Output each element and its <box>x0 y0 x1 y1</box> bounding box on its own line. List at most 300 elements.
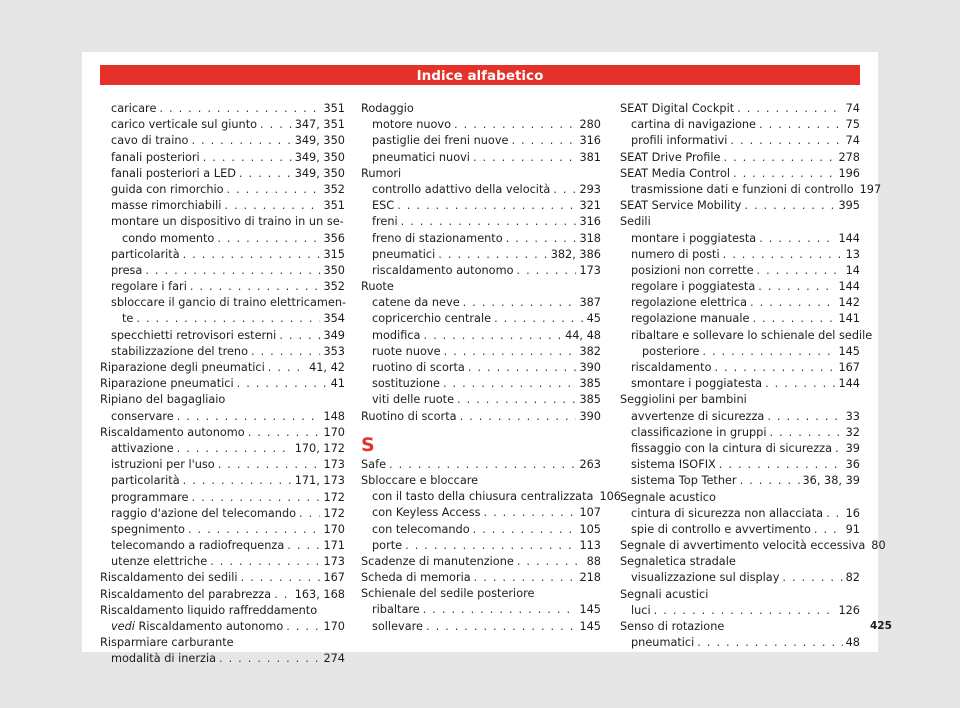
index-entry <box>620 619 860 635</box>
entry-text: fanali posteriori a LED <box>111 166 236 180</box>
entry-text: conservare <box>111 409 174 423</box>
entry-page-ref: 197 <box>859 182 882 196</box>
index-entry <box>361 586 601 602</box>
entry-text: Segnaletica stradale <box>620 555 736 569</box>
index-subentry <box>361 231 601 247</box>
entry-page-ref: 16 <box>845 506 860 520</box>
leader-dots <box>279 328 320 344</box>
entry-page-ref: 350 <box>323 263 345 277</box>
index-subentry <box>100 441 345 457</box>
entry-text: Ripiano del bagagliaio <box>100 393 226 407</box>
entry-text: riscaldamento autonomo <box>372 263 514 277</box>
entry-text: sostituzione <box>372 377 440 391</box>
entry-page-ref: 316 <box>579 134 601 148</box>
leader-dots <box>177 441 292 457</box>
entry-page-ref: 171 <box>323 539 345 553</box>
entry-text: trasmissione dati e funzioni di controllo <box>631 182 854 196</box>
entry-text: smontare i poggiatesta <box>631 377 763 391</box>
entry-page-ref: 106 <box>599 490 621 504</box>
index-subentry <box>361 602 601 618</box>
index-subentry <box>100 328 345 344</box>
entry-text: te <box>122 312 134 326</box>
index-subentry <box>100 263 345 279</box>
entry-page-ref: 144 <box>838 231 860 245</box>
entry-page-ref: 88 <box>586 554 601 568</box>
leader-dots <box>474 570 577 586</box>
entry-page-ref: 382, 386 <box>550 247 601 261</box>
index-subentry <box>361 328 601 344</box>
entry-text: profili informativi <box>631 134 728 148</box>
leader-dots <box>460 409 577 425</box>
index-subentry <box>100 198 345 214</box>
entry-text: ESC <box>372 199 395 213</box>
entry-page-ref: 318 <box>579 231 601 245</box>
index-subentry <box>620 263 860 279</box>
leader-dots <box>517 554 584 570</box>
entry-text: viti delle ruote <box>372 393 455 407</box>
leader-dots <box>767 409 842 425</box>
entry-page-ref: 145 <box>579 603 601 617</box>
entry-page-ref: 349, 350 <box>294 166 345 180</box>
entry-text: Ruotino di scorta <box>361 409 457 423</box>
leader-dots <box>733 166 835 182</box>
entry-page-ref: 173 <box>579 263 601 277</box>
index-subentry <box>100 182 345 198</box>
entry-page-ref: 167 <box>838 361 860 374</box>
leader-dots <box>494 311 584 327</box>
index-entry <box>361 570 601 586</box>
index-subentry <box>361 392 601 408</box>
index-subentry <box>100 538 345 554</box>
entry-page-ref: 171, 173 <box>294 474 345 488</box>
index-subentry <box>100 457 345 473</box>
index-subentry <box>620 603 860 619</box>
entry-text: con il tasto della chiusura centralizzata <box>372 490 594 504</box>
leader-dots <box>192 490 321 506</box>
entry-page-ref: 45 <box>586 312 601 326</box>
entry-text: copricerchio centrale <box>372 312 492 326</box>
entry-page-ref: 170 <box>323 620 345 633</box>
entry-page-ref: 278 <box>838 150 860 164</box>
index-entry <box>361 101 601 117</box>
section-letter-s: S <box>361 433 375 456</box>
index-entry <box>620 554 860 570</box>
index-subentry <box>100 295 345 311</box>
entry-text: Schienale del sedile posteriore <box>361 587 535 601</box>
entry-text: cintura di sicurezza non allacciata <box>631 506 824 520</box>
index-entry <box>361 166 601 182</box>
leader-dots <box>237 376 328 392</box>
entry-page-ref: 36 <box>845 458 860 472</box>
index-subentry <box>100 101 345 117</box>
index-subentry <box>361 214 601 230</box>
leader-dots <box>702 344 835 360</box>
index-entry <box>361 409 601 425</box>
entry-text: raggio d'azione del telecomando <box>111 506 297 520</box>
leader-dots <box>697 635 842 651</box>
entry-text: Ruote <box>361 280 394 294</box>
entry-page-ref: 390 <box>579 409 601 423</box>
entry-text: utenze elettriche <box>111 555 208 569</box>
entry-page-ref: 347, 351 <box>294 118 345 132</box>
entry-text: con Keyless Access <box>372 506 481 520</box>
entry-text: SEAT Media Control <box>620 166 731 180</box>
leader-dots <box>227 182 321 198</box>
entry-text: sbloccare il gancio di traino elettricamen- <box>111 296 347 310</box>
index-subentry <box>620 441 860 457</box>
leader-dots <box>268 360 306 376</box>
entry-text: luci <box>631 603 651 617</box>
entry-text: pastiglie dei freni nuove <box>372 134 509 148</box>
index-subentry <box>620 279 860 295</box>
entry-text: con telecomando <box>372 522 470 536</box>
leader-dots <box>715 360 836 376</box>
index-subentry <box>620 506 860 522</box>
entry-page-ref: 167 <box>323 571 345 585</box>
leader-dots <box>389 457 576 473</box>
leader-dots <box>444 344 577 360</box>
leader-dots <box>159 101 320 117</box>
index-subentry <box>100 133 345 149</box>
index-entry <box>620 101 860 117</box>
leader-dots <box>183 247 321 263</box>
entry-text: porte <box>372 538 403 552</box>
leader-dots <box>438 247 547 263</box>
entry-text: freno di stazionamento <box>372 231 503 245</box>
entry-page-ref: 354 <box>323 312 345 326</box>
entry-text: catene da neve <box>372 296 460 310</box>
entry-text: posizioni non corrette <box>631 263 754 277</box>
entry-text: pneumatici <box>631 636 695 650</box>
entry-page-ref: 44, 48 <box>565 328 601 342</box>
entry-text: SEAT Drive Profile <box>620 150 721 164</box>
entry-text: montare un dispositivo di traino in un se- <box>111 215 344 229</box>
entry-text: particolarità <box>111 474 180 488</box>
entry-page-ref: 144 <box>838 377 860 391</box>
index-entry <box>100 376 345 392</box>
index-subentry <box>620 570 860 586</box>
leader-dots <box>287 538 320 554</box>
entry-text: freni <box>372 215 398 229</box>
page-number: 425 <box>870 620 892 632</box>
entry-text: Safe <box>361 457 387 471</box>
entry-page-ref: 172 <box>323 506 345 520</box>
index-subentry <box>100 490 345 506</box>
index-subentry <box>620 328 873 344</box>
entry-text: caricare <box>111 102 157 115</box>
entry-page-ref: 352 <box>323 182 345 196</box>
entry-text: Sbloccare e bloccare <box>361 473 479 487</box>
entry-text: Riscaldamento dei sedili <box>100 571 238 585</box>
index-subentry <box>361 311 601 327</box>
entry-text: pneumatici <box>372 247 436 261</box>
entry-text: riscaldamento <box>631 361 712 374</box>
entry-page-ref: 142 <box>838 296 860 310</box>
index-subentry <box>361 263 601 279</box>
entry-page-ref: 173 <box>323 458 345 472</box>
leader-dots <box>759 117 843 133</box>
leader-dots <box>483 505 576 521</box>
entry-page-ref: 196 <box>838 166 860 180</box>
entry-page-ref: 387 <box>579 296 601 310</box>
leader-dots <box>219 651 320 667</box>
entry-text: spie di controllo e avvertimento <box>631 522 811 536</box>
index-entry <box>361 554 601 570</box>
entry-text: visualizzazione sul display <box>631 571 780 585</box>
entry-text: Senso di rotazione <box>620 620 725 633</box>
leader-dots <box>765 376 835 392</box>
index-subentry <box>361 247 601 263</box>
leader-dots <box>190 279 321 295</box>
entry-text: SEAT Digital Cockpit <box>620 102 735 115</box>
index-subentry <box>620 117 860 133</box>
entry-page-ref: 39 <box>845 441 860 455</box>
entry-page-ref: 33 <box>845 409 860 423</box>
index-subentry <box>361 619 601 635</box>
leader-dots <box>183 473 292 489</box>
index-entry <box>620 587 860 603</box>
index-entry <box>620 392 860 408</box>
index-entry <box>100 360 345 376</box>
entry-text: Scheda di memoria <box>361 571 471 585</box>
entry-page-ref: 390 <box>579 361 601 374</box>
entry-text: programmare <box>111 490 189 504</box>
entry-page-ref: 74 <box>845 102 860 115</box>
entry-text: condo momento <box>122 231 215 245</box>
entry-text: specchietti retrovisori esterni <box>111 328 277 342</box>
entry-text: modifica <box>372 328 421 342</box>
entry-page-ref: 274 <box>323 652 345 666</box>
leader-dots <box>719 457 843 473</box>
leader-dots <box>145 263 320 279</box>
entry-page-ref: 293 <box>579 182 601 196</box>
entry-text: Scadenze di manutenzione <box>361 554 514 568</box>
entry-page-ref: 280 <box>579 118 601 132</box>
entry-text: Riparazione pneumatici <box>100 377 234 391</box>
leader-dots <box>511 133 576 149</box>
index-subentry <box>100 166 345 182</box>
entry-page-ref: 349, 350 <box>294 150 345 164</box>
entry-text: regolare i fari <box>111 280 187 294</box>
entry-page-ref: 353 <box>323 344 345 358</box>
entry-page-ref: 382 <box>579 344 601 358</box>
leader-dots <box>468 360 577 376</box>
entry-text: guida con rimorchio <box>111 182 224 196</box>
index-subentry <box>100 311 345 327</box>
entry-text: Rodaggio <box>361 102 414 115</box>
page-title: Indice alfabetico <box>416 68 544 84</box>
entry-text: Segnali acustici <box>620 587 709 601</box>
index-subentry <box>620 522 860 538</box>
leader-dots <box>401 214 577 230</box>
leader-dots <box>737 101 842 117</box>
index-entry <box>620 150 860 166</box>
leader-dots <box>423 602 577 618</box>
entry-text: masse rimorchiabili <box>111 199 222 213</box>
index-subentry <box>361 489 621 505</box>
leader-dots <box>188 522 321 538</box>
entry-text: avvertenze di sicurezza <box>631 409 765 423</box>
entry-page-ref: 170 <box>323 522 345 536</box>
entry-page-ref: 316 <box>579 215 601 229</box>
index-subentry <box>361 133 601 149</box>
leader-dots <box>274 587 292 603</box>
index-subentry <box>620 182 882 198</box>
entry-text: sistema ISOFIX <box>631 458 716 472</box>
leader-dots <box>782 570 842 586</box>
index-entry <box>100 587 345 603</box>
index-entry <box>100 603 345 619</box>
leader-dots <box>740 473 800 489</box>
index-subentry <box>100 214 345 230</box>
entry-page-ref: 74 <box>845 134 860 148</box>
leader-dots <box>814 522 843 538</box>
leader-dots <box>405 538 576 554</box>
entry-page-ref: 315 <box>323 247 345 261</box>
index-subentry <box>620 635 860 651</box>
entry-page-ref: 351 <box>323 199 345 213</box>
entry-page-ref: 218 <box>579 571 601 585</box>
entry-page-ref: 321 <box>579 199 601 213</box>
leader-dots <box>752 311 835 327</box>
index-entry <box>620 490 860 506</box>
entry-page-ref: 141 <box>838 312 860 326</box>
entry-text: classificazione in gruppi <box>631 425 767 439</box>
entry-page-ref: 148 <box>323 409 345 423</box>
index-subentry <box>100 279 345 295</box>
index-subentry <box>361 150 601 166</box>
index-entry <box>620 166 860 182</box>
entry-text: fanali posteriori <box>111 150 200 164</box>
leader-dots <box>224 198 320 214</box>
index-subentry <box>100 506 345 522</box>
entry-text: particolarità <box>111 247 180 261</box>
index-entry <box>100 635 345 651</box>
entry-page-ref: 82 <box>845 571 860 585</box>
entry-text: telecomando a radiofrequenza <box>111 539 285 553</box>
entry-text: Sedili <box>620 215 651 229</box>
index-subentry <box>620 231 860 247</box>
leader-dots <box>463 295 577 311</box>
entry-page-ref: 107 <box>579 506 601 520</box>
leader-dots <box>750 295 835 311</box>
leader-dots <box>506 231 577 247</box>
entry-page-ref: 41, 42 <box>309 361 345 374</box>
entry-text: Seggiolini per bambini <box>620 393 747 407</box>
page-header-bar <box>100 65 860 85</box>
leader-dots <box>248 425 321 441</box>
leader-dots <box>744 198 835 214</box>
index-entry <box>100 392 345 408</box>
leader-dots <box>757 263 843 279</box>
entry-page-ref: 91 <box>845 522 860 536</box>
index-column-2 <box>361 101 621 635</box>
leader-dots <box>239 166 292 182</box>
leader-dots <box>423 328 562 344</box>
entry-text: regolazione elettrica <box>631 296 747 310</box>
leader-dots <box>473 522 577 538</box>
leader-dots <box>260 117 292 133</box>
entry-text: Segnale di avvertimento velocità eccessiva <box>620 539 866 553</box>
entry-page-ref: 385 <box>579 377 601 391</box>
entry-text: controllo adattivo della velocità <box>372 182 551 196</box>
leader-dots <box>397 198 576 214</box>
index-subentry <box>620 133 860 149</box>
index-subentry <box>361 117 601 133</box>
entry-page-ref: 172 <box>323 490 345 504</box>
entry-text: spegnimento <box>111 522 185 536</box>
entry-text: fissaggio con la cintura di sicurezza <box>631 441 832 455</box>
index-subentry <box>620 457 860 473</box>
index-subentry <box>361 295 601 311</box>
entry-text: ruote nuove <box>372 344 441 358</box>
index-subentry <box>620 376 860 392</box>
entry-text: carico verticale sul giunto <box>111 118 258 132</box>
entry-text: regolare i poggiatesta <box>631 280 756 294</box>
leader-dots <box>517 263 577 279</box>
index-subentry <box>361 538 601 554</box>
entry-text: modalità di inerzia <box>111 652 217 666</box>
entry-page-ref: 349, 350 <box>294 134 345 148</box>
leader-dots <box>730 133 842 149</box>
entry-text: Risparmiare carburante <box>100 636 234 650</box>
entry-text: posteriore <box>642 344 700 358</box>
leader-dots <box>426 619 576 635</box>
index-entry <box>620 214 860 230</box>
entry-text: pneumatici nuovi <box>372 150 470 164</box>
index-subentry <box>100 409 345 425</box>
entry-page-ref: 356 <box>323 231 345 245</box>
leader-dots <box>759 231 835 247</box>
index-entry <box>361 457 601 473</box>
index-subentry <box>620 473 860 489</box>
leader-dots <box>723 247 843 263</box>
index-entry <box>361 473 601 489</box>
leader-dots <box>136 311 320 327</box>
index-subentry <box>620 311 860 327</box>
entry-page-ref: 48 <box>845 636 860 650</box>
index-subentry <box>361 198 601 214</box>
leader-dots <box>217 231 320 247</box>
entry-text: montare i poggiatesta <box>631 231 757 245</box>
entry-page-ref: 395 <box>838 199 860 213</box>
leader-dots <box>218 457 321 473</box>
entry-text: cartina di navigazione <box>631 118 757 132</box>
entry-page-ref: 385 <box>579 393 601 407</box>
index-subentry <box>100 651 345 667</box>
index-subentry <box>361 505 601 521</box>
index-subentry <box>361 182 601 198</box>
entry-text: ribaltare <box>372 603 420 617</box>
entry-page-ref: 263 <box>579 457 601 471</box>
index-subentry <box>100 619 345 635</box>
entry-page-ref: 32 <box>845 425 860 439</box>
index-entry <box>620 198 860 214</box>
entry-text: sollevare <box>372 619 423 633</box>
entry-text: regolazione manuale <box>631 312 750 326</box>
entry-page-ref: 14 <box>845 263 860 277</box>
leader-dots <box>191 133 291 149</box>
index-subentry <box>100 554 345 570</box>
entry-text: vedi Riscaldamento autonomo <box>111 620 284 633</box>
index-subentry <box>100 473 345 489</box>
leader-dots <box>454 117 576 133</box>
leader-dots <box>443 376 577 392</box>
leader-dots <box>251 344 320 360</box>
index-column-1 <box>100 101 345 668</box>
leader-dots <box>835 441 843 457</box>
entry-text: cavo di traino <box>111 134 189 148</box>
